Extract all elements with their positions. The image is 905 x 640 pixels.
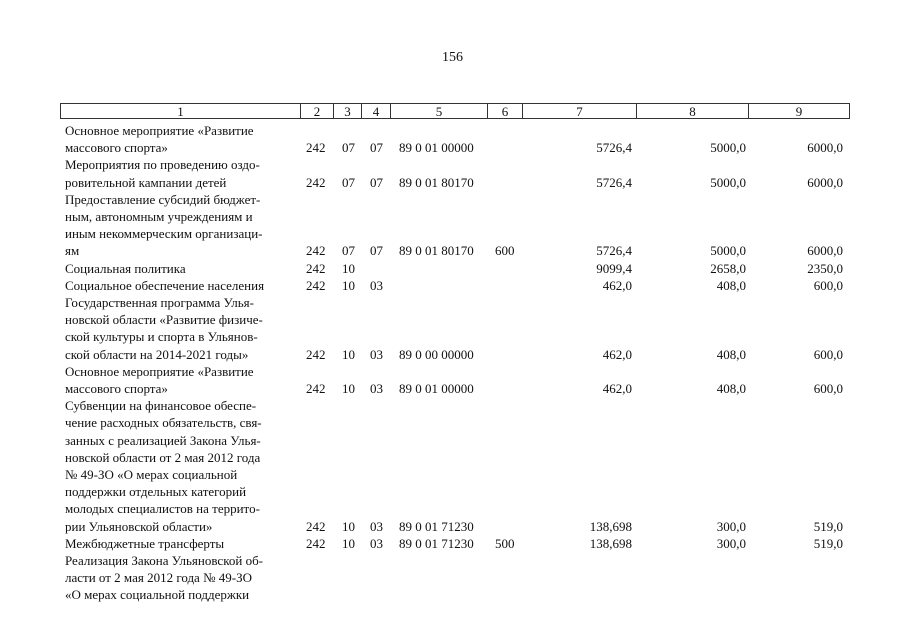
row-description: [65, 277, 297, 294]
row-description-line: ровительной кампании детей: [65, 174, 227, 190]
row-description-line: Межбюджетные трансферты: [65, 535, 225, 551]
table-row: [0, 260, 905, 277]
page-number: 156: [442, 50, 463, 65]
row-description: [65, 191, 297, 260]
cell-col-2: 242: [306, 174, 326, 190]
cell-col-7: 5726,4: [596, 174, 632, 190]
cell-col-9: 600,0: [813, 277, 843, 293]
cell-col-9: 519,0: [813, 535, 843, 551]
row-description-line: Мероприятия по проведению оздо-: [65, 157, 260, 173]
row-description-line: новской области «Развитие физиче-: [65, 312, 263, 328]
row-description: [65, 552, 297, 604]
row-description-line: массового спорта»: [65, 140, 168, 156]
cell-col-9: 6000,0: [807, 174, 843, 190]
header-col-2: 2: [301, 104, 334, 118]
cell-col-8: 408,0: [716, 277, 746, 293]
table-row: [0, 122, 905, 156]
table-row: [0, 191, 905, 260]
cell-col-4: 03: [370, 535, 383, 551]
cell-col-6: 500: [495, 535, 515, 551]
header-col-1: 1: [61, 104, 301, 118]
table-row: [0, 277, 905, 294]
row-description: [65, 122, 297, 156]
cell-col-3: 07: [342, 243, 355, 259]
row-description-line: массового спорта»: [65, 381, 168, 396]
row-description-line: ской области на 2014-2021 годы»: [65, 346, 249, 362]
cell-col-9: 2350,0: [807, 260, 843, 276]
cell-col-7: 462,0: [602, 380, 632, 396]
cell-col-9: 600,0: [813, 380, 843, 396]
cell-col-9: 519,0: [813, 518, 843, 534]
cell-col-4: 03: [370, 380, 383, 396]
row-description: [65, 363, 297, 397]
cell-col-3: 10: [342, 380, 355, 396]
row-description-line: ным, автономным учреждениям и: [65, 209, 253, 224]
cell-col-2: 242: [306, 277, 326, 293]
row-description-line: Основное мероприятие «Развитие: [65, 363, 254, 379]
cell-col-4: 07: [370, 140, 383, 156]
cell-col-3: 10: [342, 535, 355, 551]
cell-col-3: 07: [342, 140, 355, 156]
row-description: [65, 535, 297, 552]
cell-col-2: 242: [306, 535, 326, 551]
row-description: [65, 294, 297, 363]
cell-col-3: 10: [342, 346, 355, 362]
row-description-line: Реализация Закона Ульяновской об-: [65, 553, 264, 568]
cell-col-5: 89 0 01 71230: [399, 518, 474, 534]
row-description-line: молодых специалистов на террито-: [65, 501, 260, 517]
cell-col-5: 89 0 01 71230: [399, 535, 474, 551]
row-description-line: Социальная политика: [65, 260, 186, 276]
cell-col-8: 2658,0: [710, 260, 746, 276]
row-description-line: Субвенции на финансовое обеспе-: [65, 398, 257, 414]
cell-col-5: 89 0 01 80170: [399, 243, 474, 259]
row-description-line: Государственная программа Улья-: [65, 295, 254, 310]
cell-col-7: 5726,4: [596, 243, 632, 259]
table-row: [0, 156, 905, 190]
header-col-8: 8: [637, 104, 749, 118]
row-description-line: Основное мероприятие «Развитие: [65, 123, 254, 138]
cell-col-2: 242: [306, 243, 326, 259]
cell-col-2: 242: [306, 260, 326, 276]
cell-col-4: 03: [370, 277, 383, 293]
cell-col-6: 600: [495, 243, 515, 259]
table-row: [0, 294, 905, 363]
cell-col-7: 138,698: [589, 518, 632, 534]
table-row: [0, 397, 905, 535]
cell-col-9: 6000,0: [807, 140, 843, 156]
table-header: [60, 103, 850, 119]
row-description-line: иным некоммерческим организаци-: [65, 226, 263, 242]
cell-col-5: 89 0 00 00000: [399, 346, 474, 362]
table-row: [0, 535, 905, 552]
cell-col-8: 5000,0: [710, 243, 746, 259]
cell-col-8: 408,0: [716, 346, 746, 362]
cell-col-5: 89 0 01 00000: [399, 380, 474, 396]
cell-col-9: 600,0: [813, 346, 843, 362]
row-description-line: ласти от 2 мая 2012 года № 49-ЗО: [65, 570, 252, 586]
cell-col-4: 03: [370, 346, 383, 362]
cell-col-7: 462,0: [602, 346, 632, 362]
cell-col-7: 462,0: [602, 277, 632, 293]
row-description-line: новской области от 2 мая 2012 года: [65, 449, 261, 465]
row-description-line: занных с реализацией Закона Улья-: [65, 432, 261, 448]
header-col-5: 5: [391, 104, 488, 118]
header-col-3: 3: [334, 104, 362, 118]
row-description-line: № 49-ЗО «О мерах социальной: [65, 467, 238, 482]
row-description-line: Предоставление субсидий бюджет-: [65, 191, 261, 207]
cell-col-5: 89 0 01 80170: [399, 174, 474, 190]
table-row: [0, 363, 905, 397]
table-row: [0, 552, 905, 604]
header-col-6: 6: [488, 104, 523, 118]
row-description-line: Социальное обеспечение населения: [65, 277, 265, 293]
cell-col-7: 9099,4: [596, 260, 632, 276]
cell-col-5: 89 0 01 00000: [399, 140, 474, 156]
cell-col-8: 300,0: [716, 535, 746, 551]
row-description-line: чение расходных обязательств, свя-: [65, 415, 262, 431]
row-description-line: ской культуры и спорта в Ульянов-: [65, 329, 258, 345]
row-description-line: «О мерах социальной поддержки: [65, 587, 250, 603]
cell-col-8: 300,0: [716, 518, 746, 534]
cell-col-3: 10: [342, 260, 355, 276]
cell-col-4: 07: [370, 174, 383, 190]
header-col-7: 7: [523, 104, 637, 118]
row-description: [65, 397, 297, 535]
header-col-9: 9: [795, 104, 803, 119]
cell-col-8: 408,0: [716, 380, 746, 396]
cell-col-9: 6000,0: [807, 243, 843, 259]
cell-col-3: 07: [342, 174, 355, 190]
cell-col-8: 5000,0: [710, 140, 746, 156]
row-description: [65, 156, 297, 190]
cell-col-3: 10: [342, 277, 355, 293]
cell-col-7: 5726,4: [596, 140, 632, 156]
cell-col-2: 242: [306, 380, 326, 396]
cell-col-4: 07: [370, 243, 383, 259]
row-description: [65, 260, 297, 277]
cell-col-2: 242: [306, 518, 326, 534]
row-description-line: поддержки отдельных категорий: [65, 484, 247, 500]
cell-col-7: 138,698: [589, 535, 632, 551]
cell-col-8: 5000,0: [710, 174, 746, 190]
cell-col-2: 242: [306, 140, 326, 156]
row-description-line: ям: [65, 243, 80, 259]
cell-col-4: 03: [370, 518, 383, 534]
header-col-4: 4: [362, 104, 391, 118]
cell-col-2: 242: [306, 346, 326, 362]
cell-col-3: 10: [342, 518, 355, 534]
row-description-line: рии Ульяновской области»: [65, 518, 213, 534]
